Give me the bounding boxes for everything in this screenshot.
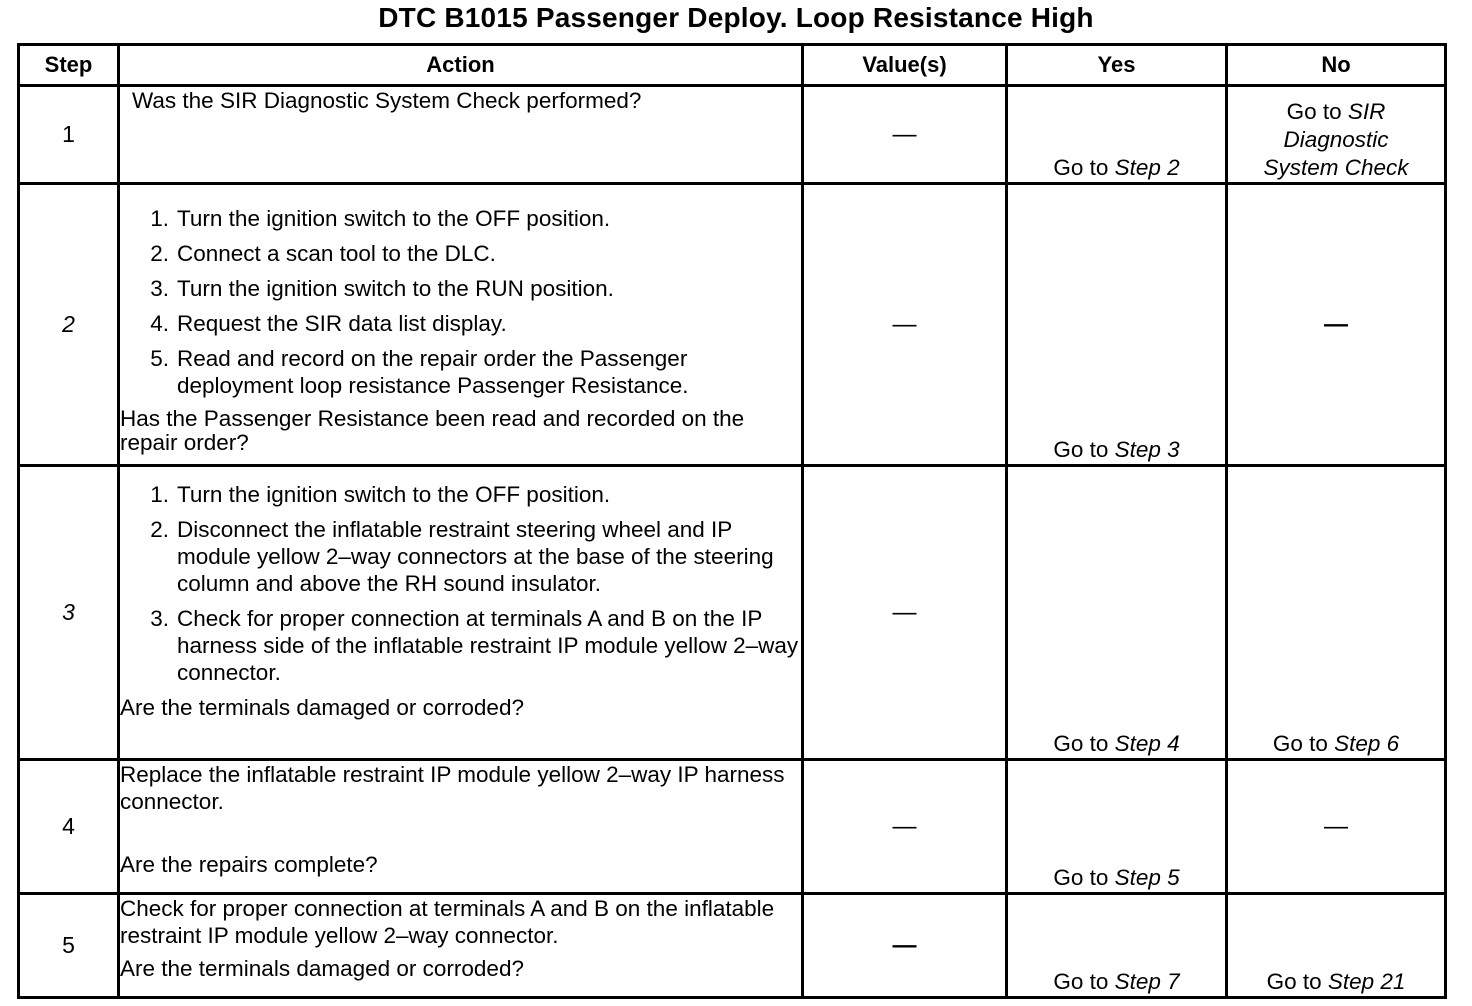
yes-target: Step 4 bbox=[1114, 731, 1180, 756]
value-cell: — bbox=[803, 894, 1007, 998]
yes-cell bbox=[1007, 894, 1227, 998]
yes-cell bbox=[1007, 86, 1227, 184]
header-step: Step bbox=[19, 45, 119, 86]
action-cell bbox=[119, 86, 803, 184]
table-row bbox=[19, 894, 1446, 998]
no-prefix: Go to bbox=[1266, 969, 1322, 994]
action-question: Are the terminals damaged or corroded? bbox=[120, 956, 524, 981]
list-item: 2. Disconnect the inflatable restraint steering wheel and IP module yellow 2–way connectors at the base of the steering column and above the RH sound insulator. bbox=[150, 517, 774, 596]
no-prefix: Go to bbox=[1286, 99, 1342, 124]
action-question: Are the terminals damaged or corroded? bbox=[120, 695, 524, 720]
action-question: Has the Passenger Resistance been read and recorded on the repair order? bbox=[120, 406, 745, 455]
value-cell: — bbox=[803, 466, 1007, 760]
yes-prefix: Go to bbox=[1053, 969, 1109, 994]
action-question: Are the repairs complete? bbox=[120, 852, 378, 877]
list-item: 3. Check for proper connection at terminals A and B on the IP harness side of the inflatable restraint IP module yellow 2–way connector. bbox=[150, 606, 799, 685]
action-text: Replace the inflatable restraint IP module yellow 2–way IP harness connector. bbox=[120, 762, 785, 814]
yes-target: Step 3 bbox=[1114, 437, 1180, 462]
list-item: 1. Turn the ignition switch to the OFF position. bbox=[150, 482, 611, 507]
action-cell bbox=[119, 894, 803, 998]
action-steps bbox=[120, 205, 801, 399]
table-row bbox=[19, 466, 1446, 760]
yes-prefix: Go to bbox=[1053, 437, 1109, 462]
yes-cell bbox=[1007, 184, 1227, 466]
yes-target: Step 7 bbox=[1114, 969, 1180, 994]
yes-cell bbox=[1007, 466, 1227, 760]
action-cell bbox=[119, 466, 803, 760]
yes-prefix: Go to bbox=[1053, 155, 1109, 180]
header-yes: Yes bbox=[1007, 45, 1227, 86]
yes-target: Step 5 bbox=[1114, 865, 1180, 890]
list-item: 4. Request the SIR data list display. bbox=[150, 311, 507, 336]
no-cell: — bbox=[1227, 760, 1446, 894]
list-item: 1. Turn the ignition switch to the OFF position. bbox=[150, 206, 611, 231]
page-title: DTC B1015 Passenger Deploy. Loop Resistance High bbox=[378, 2, 1094, 33]
no-prefix: Go to bbox=[1272, 731, 1328, 756]
table-row bbox=[19, 184, 1446, 466]
no-target: SIR Diagnostic System Check bbox=[1263, 99, 1409, 180]
value-cell: — bbox=[803, 184, 1007, 466]
no-cell bbox=[1227, 894, 1446, 998]
action-cell bbox=[119, 760, 803, 894]
yes-target: Step 2 bbox=[1114, 155, 1180, 180]
no-cell: — bbox=[1227, 184, 1446, 466]
step-number: 5 bbox=[19, 894, 119, 998]
list-item: 2. Connect a scan tool to the DLC. bbox=[150, 241, 496, 266]
yes-cell bbox=[1007, 760, 1227, 894]
yes-prefix: Go to bbox=[1053, 731, 1109, 756]
list-item: 5. Read and record on the repair order the Passenger deployment loop resistance Passenger Resistance. bbox=[150, 346, 689, 398]
no-target: Step 6 bbox=[1334, 731, 1400, 756]
diagnostic-table bbox=[17, 43, 1447, 999]
yes-prefix: Go to bbox=[1053, 865, 1109, 890]
action-question: Was the SIR Diagnostic System Check performed? bbox=[132, 88, 642, 113]
table-row bbox=[19, 86, 1446, 184]
action-steps bbox=[120, 481, 801, 686]
header-no: No bbox=[1227, 45, 1446, 86]
value-cell: — bbox=[803, 86, 1007, 184]
no-cell bbox=[1227, 466, 1446, 760]
step-number: 2 bbox=[19, 184, 119, 466]
value-cell: — bbox=[803, 760, 1007, 894]
header-action: Action bbox=[119, 45, 803, 86]
no-target: Step 21 bbox=[1327, 969, 1406, 994]
step-number: 3 bbox=[19, 466, 119, 760]
step-number: 1 bbox=[19, 86, 119, 184]
step-number: 4 bbox=[19, 760, 119, 894]
header-row bbox=[19, 45, 1446, 86]
no-cell bbox=[1227, 86, 1446, 184]
action-cell bbox=[119, 184, 803, 466]
table-row bbox=[19, 760, 1446, 894]
list-item: 3. Turn the ignition switch to the RUN position. bbox=[150, 276, 614, 301]
action-text: Check for proper connection at terminals A and B on the inflatable restraint IP module yellow 2–way connector. bbox=[120, 896, 775, 948]
header-values: Value(s) bbox=[803, 45, 1007, 86]
